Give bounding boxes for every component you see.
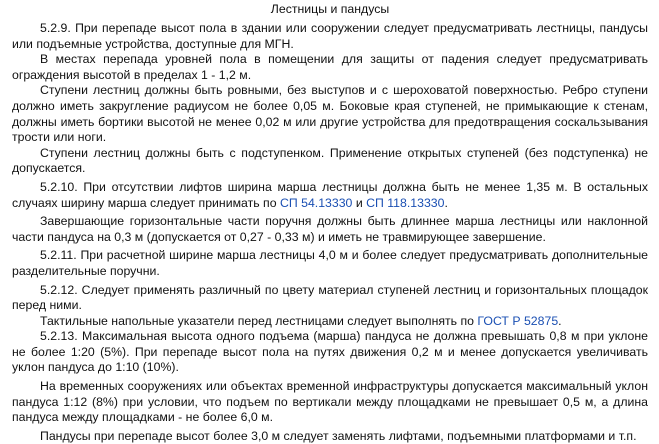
paragraph [12, 314, 648, 330]
paragraph [12, 52, 648, 83]
paragraph [12, 214, 648, 245]
paragraph-text: В местах перепада уровней пола в помещении для защиты от падения следует предусматривать ограждения высотой в пределах 1 - 1,2 м. [12, 52, 648, 82]
paragraph-text: Ступени лестниц должны быть ровными, без выступов и с шероховатой поверхностью. Ребро ступени должно иметь закругление радиусом не более 0,05 м. Боковые края ступеней, не примыкающие к стенам, должны иметь бортики высотой не менее 0,02 м или другие устройства для предотвращения соскальзывания трости или ноги. [12, 83, 648, 145]
paragraph [12, 180, 648, 211]
paragraph [12, 146, 648, 177]
paragraph-text: 5.2.11. При расчетной ширине марша лестницы 4,0 м и более следует предусматривать дополнительные разделительные поручни. [12, 248, 648, 278]
paragraph-text: Ступени лестниц должны быть с подступенком. Применение открытых ступеней (без подступенка) не допускается. [12, 145, 648, 176]
paragraph-text: На временных сооружениях или объектах временной инфраструктуры допускается максимальный уклон пандуса 1:12 (8%) при условии, что подъем по вертикали между площадками не превышает 0,5 м, а длина пандуса между площадками - не более 6,0 м. [12, 379, 648, 425]
paragraph [12, 21, 648, 52]
standard-reference-link[interactable]: СП 54.13330 [279, 195, 353, 210]
paragraph-list [12, 21, 648, 444]
paragraph-text: и [352, 195, 367, 210]
paragraph [12, 248, 648, 279]
paragraph [12, 329, 648, 376]
paragraph-text: Пандусы при перепаде высот более 3,0 м следует заменять лифтами, подъемными платформами и т.п. [40, 428, 637, 443]
standard-reference-link[interactable]: СП 118.13330 [366, 195, 445, 210]
paragraph-text: 5.2.10. При отсутствии лифтов ширина марша лестницы должна быть не менее 1,35 м. В остальных случаях ширину марша следует принимать по [12, 179, 648, 210]
paragraph-text: Тактильные напольные указатели перед лестницами следует выполнять по [40, 313, 478, 328]
paragraph [12, 83, 648, 145]
paragraph-text: Завершающие горизонтальные части поручня должны быть длиннее марша лестницы или наклонной части пандуса на 0,3 м (допускается от 0,27 - 0,33 м) и иметь не травмирующее завершение. [12, 214, 648, 244]
paragraph-text: . [444, 195, 448, 210]
paragraph [12, 283, 648, 314]
standard-reference-link[interactable]: ГОСТ Р 52875 [477, 313, 559, 328]
paragraph-text: 5.2.9. При перепаде высот пола в здании или сооружении следует предусматривать лестницы, пандусы или подъемные устройства, доступные для МГН. [12, 21, 648, 51]
paragraph-text: . [558, 313, 562, 328]
paragraph [12, 379, 648, 426]
paragraph [12, 429, 648, 444]
paragraph-text: 5.2.13. Максимальная высота одного подъема (марша) пандуса не должна превышать 0,8 м при уклоне не более 1:20 (5%). При перепаде высот пола на путях движения 0,2 м и менее допускается увеличивать уклон пандуса до 1:10 (10%). [12, 329, 648, 375]
paragraph-text: 5.2.12. Следует применять различный по цвету материал ступеней лестниц и горизонтальных площадок перед ними. [12, 282, 648, 313]
section-title: Лестницы и пандусы [270, 2, 390, 16]
